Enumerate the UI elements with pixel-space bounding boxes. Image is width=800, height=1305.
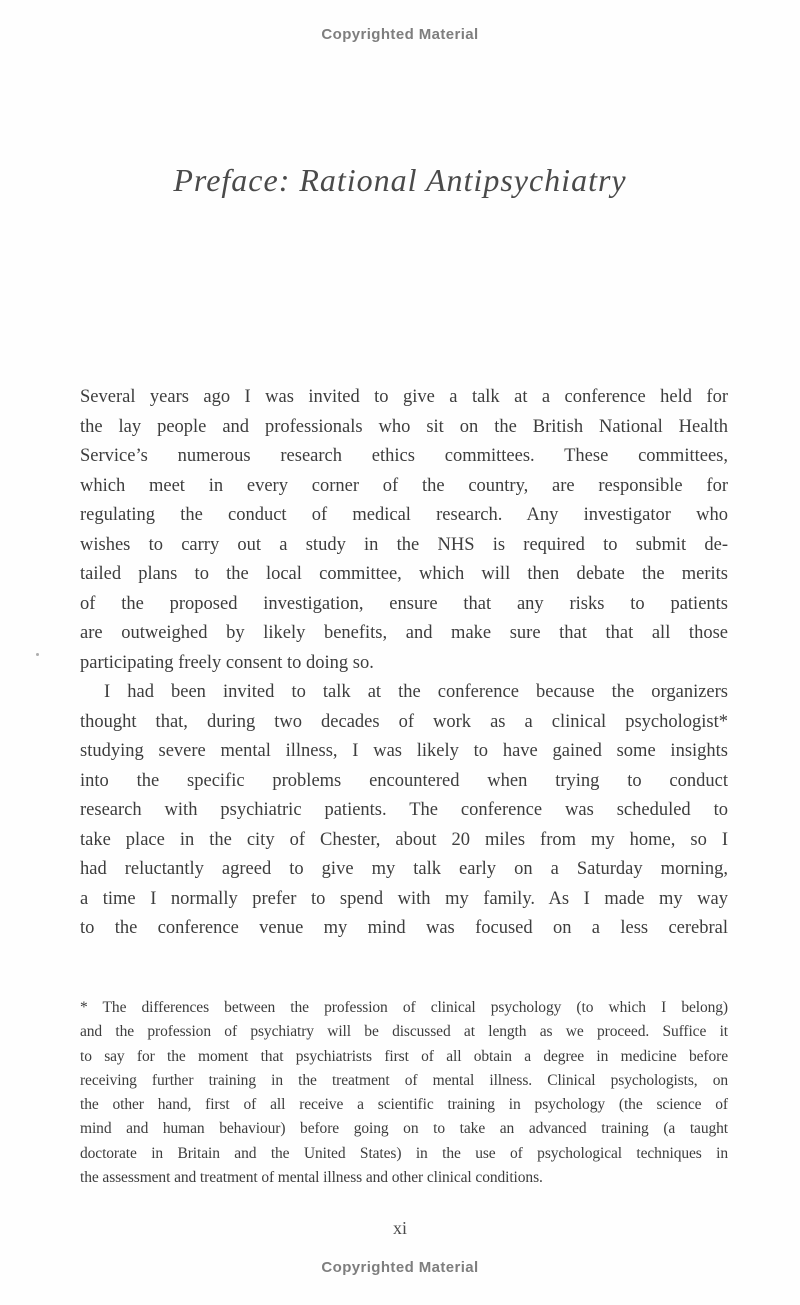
text-line: a time I normally prefer to spend with my family. As I made my way — [80, 888, 728, 909]
text-line: Service’s numerous research ethics committees. These committees, — [80, 446, 728, 466]
footnote-line: the assessment and treatment of mental illness and other clinical conditions. — [80, 1169, 543, 1187]
footnote-line: the other hand, first of all receive a scientific training in psychology (the science of — [80, 1096, 728, 1114]
text-line: had reluctantly agreed to give my talk early on a Saturday morning, — [80, 859, 728, 879]
footnote-line: and the profession of psychiatry will be discussed at length as we proceed. Suffice it — [80, 1023, 728, 1041]
text-line: are outweighed by likely benefits, and make sure that that all those — [80, 623, 728, 643]
paragraph-1 — [80, 383, 728, 678]
copyright-footer: Copyrighted Material — [321, 1259, 479, 1276]
text-line: wishes to carry out a study in the NHS is required to submit de- — [80, 534, 728, 555]
text-line: take place in the city of Chester, about 20 miles from my home, so I — [80, 829, 728, 850]
text-line: tailed plans to the local committee, which will then debate the merits — [80, 564, 728, 584]
footnote-line: * The differences between the profession of clinical psychology (to which I belong) — [80, 999, 728, 1016]
text-line: thought that, during two decades of work as a clinical psychologist* — [80, 711, 728, 732]
footnote-line: to say for the moment that psychiatrists first of all obtain a degree in medicine before — [80, 1047, 728, 1065]
paragraph-2 — [80, 678, 728, 944]
text-line: the lay people and professionals who sit on the British National Health — [80, 416, 728, 437]
page-number: xi — [392, 1218, 407, 1238]
page-title: Preface: Rational Antipsychiatry — [173, 162, 627, 198]
scan-artifact-dot — [36, 653, 39, 656]
text-line: studying severe mental illness, I was likely to have gained some insights — [80, 741, 728, 761]
text-line: which meet in every corner of the country, are responsible for — [80, 475, 728, 496]
footnote-line: receiving further training in the treatment of mental illness. Clinical psychologists, on — [80, 1071, 728, 1089]
text-line: I had been invited to talk at the conference because the organizers — [104, 682, 728, 702]
body-text — [80, 383, 728, 944]
footnote-line: doctorate in Britain and the United States) in the use of psychological techniques in — [80, 1144, 728, 1162]
text-line: research with psychiatric patients. The conference was scheduled to — [80, 800, 728, 820]
copyright-header: Copyrighted Material — [321, 26, 479, 43]
footnote-line: mind and human behaviour) before going on to take an advanced training (a taught — [80, 1120, 728, 1138]
text-line: participating freely consent to doing so. — [80, 652, 374, 673]
text-line: Several years ago I was invited to give a talk at a conference held for — [80, 387, 728, 407]
text-line: to the conference venue my mind was focused on a less cerebral — [80, 918, 728, 938]
text-line: into the specific problems encountered when trying to conduct — [80, 770, 728, 791]
footnote — [80, 996, 728, 1190]
text-line: of the proposed investigation, ensure that any risks to patients — [80, 593, 728, 614]
text-line: regulating the conduct of medical research. Any investigator who — [80, 505, 728, 525]
